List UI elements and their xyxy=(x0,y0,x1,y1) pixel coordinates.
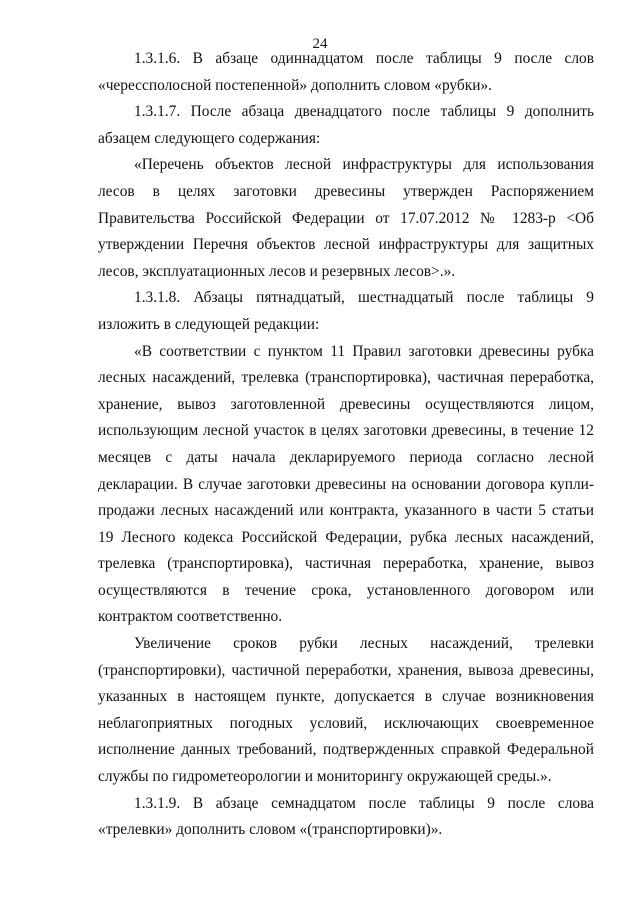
paragraph-harvest-rules: «В соответствии с пунктом 11 Правил заготовки древесины рубка лесных насаждений, трелевка (транспортировка), частичная переработка, хранение, вывоз заготовленной древесины осуществляются лицом, использующим лесной участок в целях заготовки древесины, в течение 12 месяцев с даты начала декларируемого периода согласно лесной декларации. В случае заготовки древесины на основании договора купли-продажи лесных насаждений или контракта, указанного в части 5 статьи 19 Лесного кодекса Российской Федерации, рубка лесных насаждений, трелевка (транспортировка), частичная переработка, хранение, вывоз осуществляются в течение срока, установленного договором или контрактом соответственно. xyxy=(98,342,594,626)
page-number: 24 xyxy=(312,36,328,52)
paragraph-1-3-1-7: 1.3.1.7. После абзаца двенадцатого после таблицы 9 дополнить абзацем следующего содержания: xyxy=(98,103,594,147)
paragraph-1-3-1-9: 1.3.1.9. В абзаце семнадцатом после таблицы 9 после слова «трелевки» дополнить словом «(транспортировки)». xyxy=(98,794,594,839)
paragraph-1-3-1-6: 1.3.1.6. В абзаце одиннадцатом после таблицы 9 после слов «черессполосной постепенной» дополнить словом «рубки». xyxy=(98,50,594,94)
document-body xyxy=(98,46,594,844)
paragraph-term-extension: Увеличение сроков рубки лесных насаждений, трелевки (транспортировки), частичной переработки, хранения, вывоза древесины, указанных в настоящем пункте, допускается в случае возникновения неблагоприятных погодных условий, исключающих своевременное исполнение данных требований, подтвержденных справкой Федеральной службы по гидрометеорологии и мониторингу окружающей среды.». xyxy=(98,635,594,786)
paragraph-1-3-1-8: 1.3.1.8. Абзацы пятнадцатый, шестнадцатый после таблицы 9 изложить в следующей редакции: xyxy=(98,289,594,333)
paragraph-infrastructure-list: «Перечень объектов лесной инфраструктуры для использования лесов в целях заготовки древесины утвержден Распоряжением Правительства Российской Федерации от 17.07.2012 № 1283-р <Об утверждении Перечня объектов лесной инфраструктуры для защитных лесов, эксплуатационных лесов и резервных лесов>.». xyxy=(98,156,594,280)
